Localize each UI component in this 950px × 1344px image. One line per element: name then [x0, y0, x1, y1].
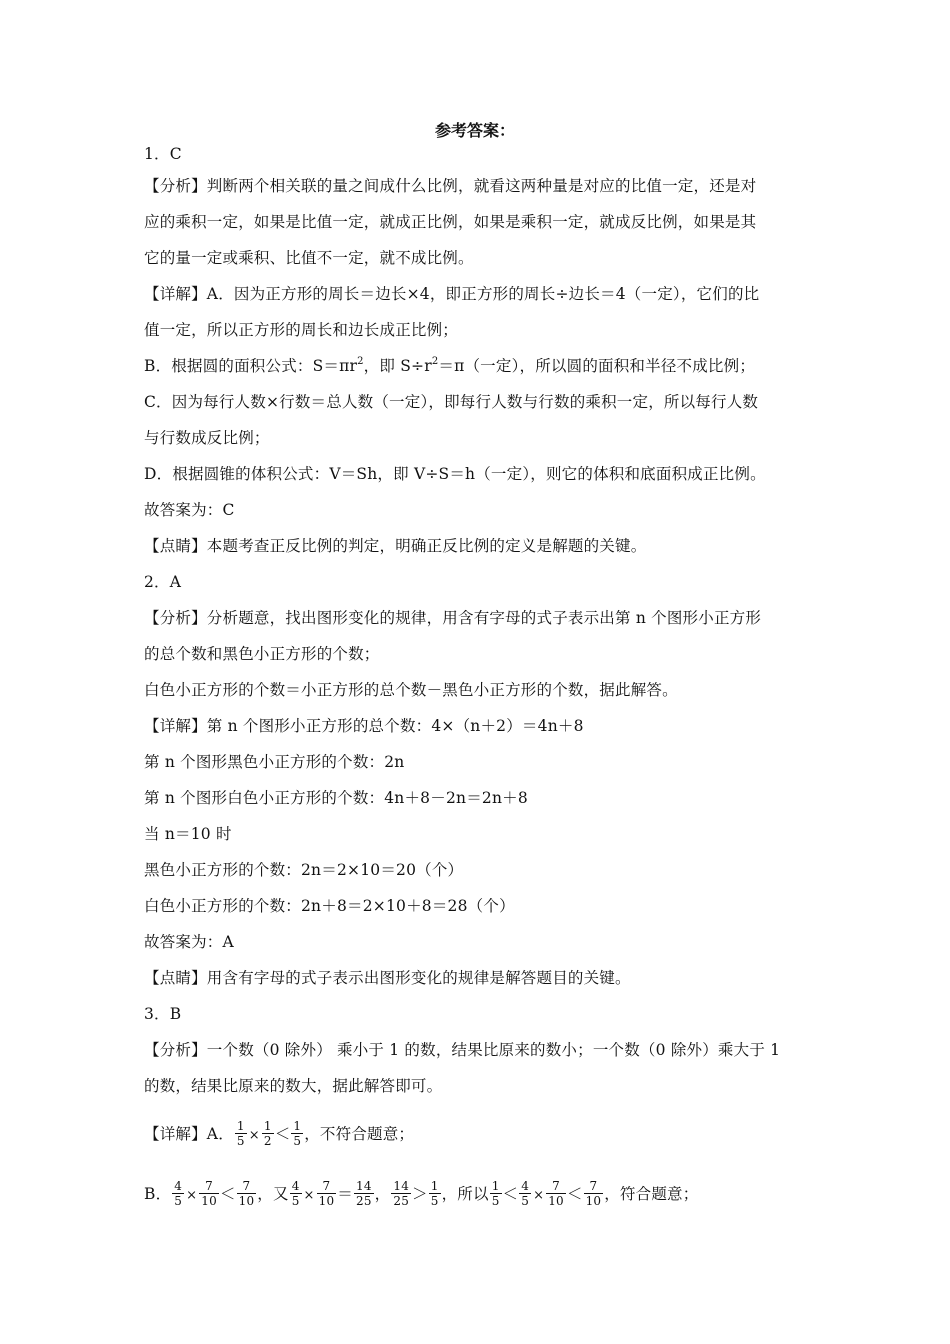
q2-detail-line-4: 当 n＝10 时	[144, 825, 232, 843]
q1-analysis-line-3: 它的量一定或乘积、比值不一定，就不成比例。	[144, 249, 474, 267]
fraction-14-25: $\frac{14}{25}$	[393, 1178, 410, 1208]
answer-content	[144, 140, 808, 1224]
q1-comment: 【点睛】本题考查正反比例的判定，明确正反比例的定义是解题的关键。	[144, 537, 647, 555]
q3-detail-a	[144, 1104, 808, 1164]
q1-square-superscript-2: 2	[431, 356, 439, 367]
times-sign: ×	[303, 1188, 315, 1203]
q2-analysis-line-3: 白色小正方形的个数＝小正方形的总个数－黑色小正方形的个数，据此解答。	[144, 681, 678, 699]
q1-detail-d: D．根据圆锥的体积公式：V＝Sh，即 V÷S＝h（一定），则它的体积和底面积成正比例。	[144, 465, 766, 483]
fraction-4-5: $\frac{4}{5}$	[521, 1178, 530, 1208]
q1-detail-b-part-3: ＝π（一定），所以圆的面积和半径不成比例；	[438, 357, 756, 375]
q1-detail-c-line-2: 与行数成反比例；	[144, 429, 270, 447]
fraction-1-5: $\frac{1}{5}$	[491, 1178, 500, 1208]
q2-answer: 故答案为：A	[144, 933, 234, 951]
q2-head: 2．A	[144, 573, 182, 591]
times-sign: ×	[186, 1188, 198, 1203]
fraction-1-2: $\frac{1}{2}$	[263, 1118, 272, 1148]
q2-comment: 【点睛】用含有字母的式子表示出图形变化的规律是解答题目的关键。	[144, 969, 631, 987]
q1-detail-c-line-1: C．因为每行人数×行数＝总人数（一定），即每行人数与行数的乘积一定，所以每行人数	[144, 393, 759, 411]
q2-detail-line-3: 第 n 个图形白色小正方形的个数：4n＋8－2n＝2n＋8	[144, 789, 528, 807]
fraction-1-5: $\frac{1}{5}$	[430, 1178, 439, 1208]
q2-detail-line-2: 第 n 个图形黑色小正方形的个数：2n	[144, 753, 405, 771]
q3-detail-b-mid-2: ，	[374, 1185, 391, 1203]
less-than-sign: ＜	[219, 1185, 236, 1203]
fraction-4-5: $\frac{4}{5}$	[174, 1178, 183, 1208]
q3-detail-b-prefix: B．	[144, 1185, 172, 1203]
q1-answer: 故答案为：C	[144, 501, 235, 519]
equals-sign: ＝	[337, 1185, 353, 1203]
fraction-4-5: $\frac{4}{5}$	[291, 1178, 300, 1208]
q1-square-superscript-1: 2	[357, 356, 364, 367]
times-sign: ×	[248, 1128, 260, 1143]
fraction-7-10: $\frac{7}{10}$	[585, 1178, 602, 1208]
q2-detail-line-5: 黑色小正方形的个数：2n＝2×10＝20（个）	[144, 861, 464, 879]
q1-detail-a-line-2: 值一定，所以正方形的周长和边长成正比例；	[144, 321, 459, 339]
q1-head: 1．C	[144, 145, 182, 163]
less-than-sign: ＜	[566, 1185, 583, 1203]
q3-detail-b-mid-1: ，又	[257, 1185, 289, 1203]
q3-head: 3．B	[144, 1005, 182, 1023]
q3-analysis-line-1: 【分析】一个数（0 除外） 乘小于 1 的数，结果比原来的数小；一个数（0 除外）乘大于 1	[144, 1041, 781, 1059]
fraction-14-25: $\frac{14}{25}$	[356, 1178, 372, 1208]
fraction-7-10: $\frac{7}{10}$	[548, 1178, 564, 1208]
fraction-1-5: $\frac{1}{5}$	[236, 1118, 245, 1148]
fraction-7-10: $\frac{7}{10}$	[201, 1178, 217, 1208]
q2-detail-line-6: 白色小正方形的个数：2n＋8＝2×10＋8＝28（个）	[144, 897, 515, 915]
q3-detail-a-suffix: ，不符合题意；	[304, 1125, 415, 1143]
q3-detail-b-suffix: ，符合题意；	[604, 1185, 699, 1203]
q3-detail-a-prefix: 【详解】A．	[144, 1125, 234, 1143]
less-than-sign: ＜	[274, 1125, 291, 1143]
less-than-sign: ＜	[502, 1185, 519, 1203]
q2-analysis-line-1: 【分析】分析题意，找出图形变化的规律，用含有字母的式子表示出第 n 个图形小正方形	[144, 609, 762, 627]
fraction-7-10: $\frac{7}{10}$	[238, 1178, 255, 1208]
page-title: 参考答案：	[434, 121, 515, 140]
q1-analysis-line-2: 应的乘积一定，如果是比值一定，就成正比例，如果是乘积一定，就成反比例，如果是其	[144, 213, 757, 231]
greater-than-sign: ＞	[412, 1185, 428, 1203]
fraction-1-5: $\frac{1}{5}$	[293, 1118, 302, 1148]
q1-detail-b-part-1: B．根据圆的面积公式：S＝πr	[144, 357, 358, 375]
q2-detail-line-1: 【详解】第 n 个图形小正方形的总个数：4×（n＋2）＝4n＋8	[144, 717, 584, 735]
q3-detail-b-mid-3: ，所以	[441, 1185, 489, 1203]
q3-detail-b	[144, 1164, 808, 1224]
q1-detail-b-part-2: ，即 S÷r	[363, 357, 432, 375]
q2-analysis-line-2: 的总个数和黑色小正方形的个数；	[144, 645, 380, 663]
q1-detail-a-line-1: 【详解】A．因为正方形的周长＝边长×4，即正方形的周长÷边长＝4（一定），它们的比	[144, 285, 760, 303]
q1-detail-b	[144, 348, 808, 384]
q3-analysis-line-2: 的数，结果比原来的数大，据此解答即可。	[144, 1077, 443, 1095]
fraction-7-10: $\frac{7}{10}$	[318, 1178, 335, 1208]
times-sign: ×	[533, 1188, 545, 1203]
q1-analysis-line-1: 【分析】判断两个相关联的量之间成什么比例，就看这两种量是对应的比值一定，还是对	[144, 177, 757, 195]
